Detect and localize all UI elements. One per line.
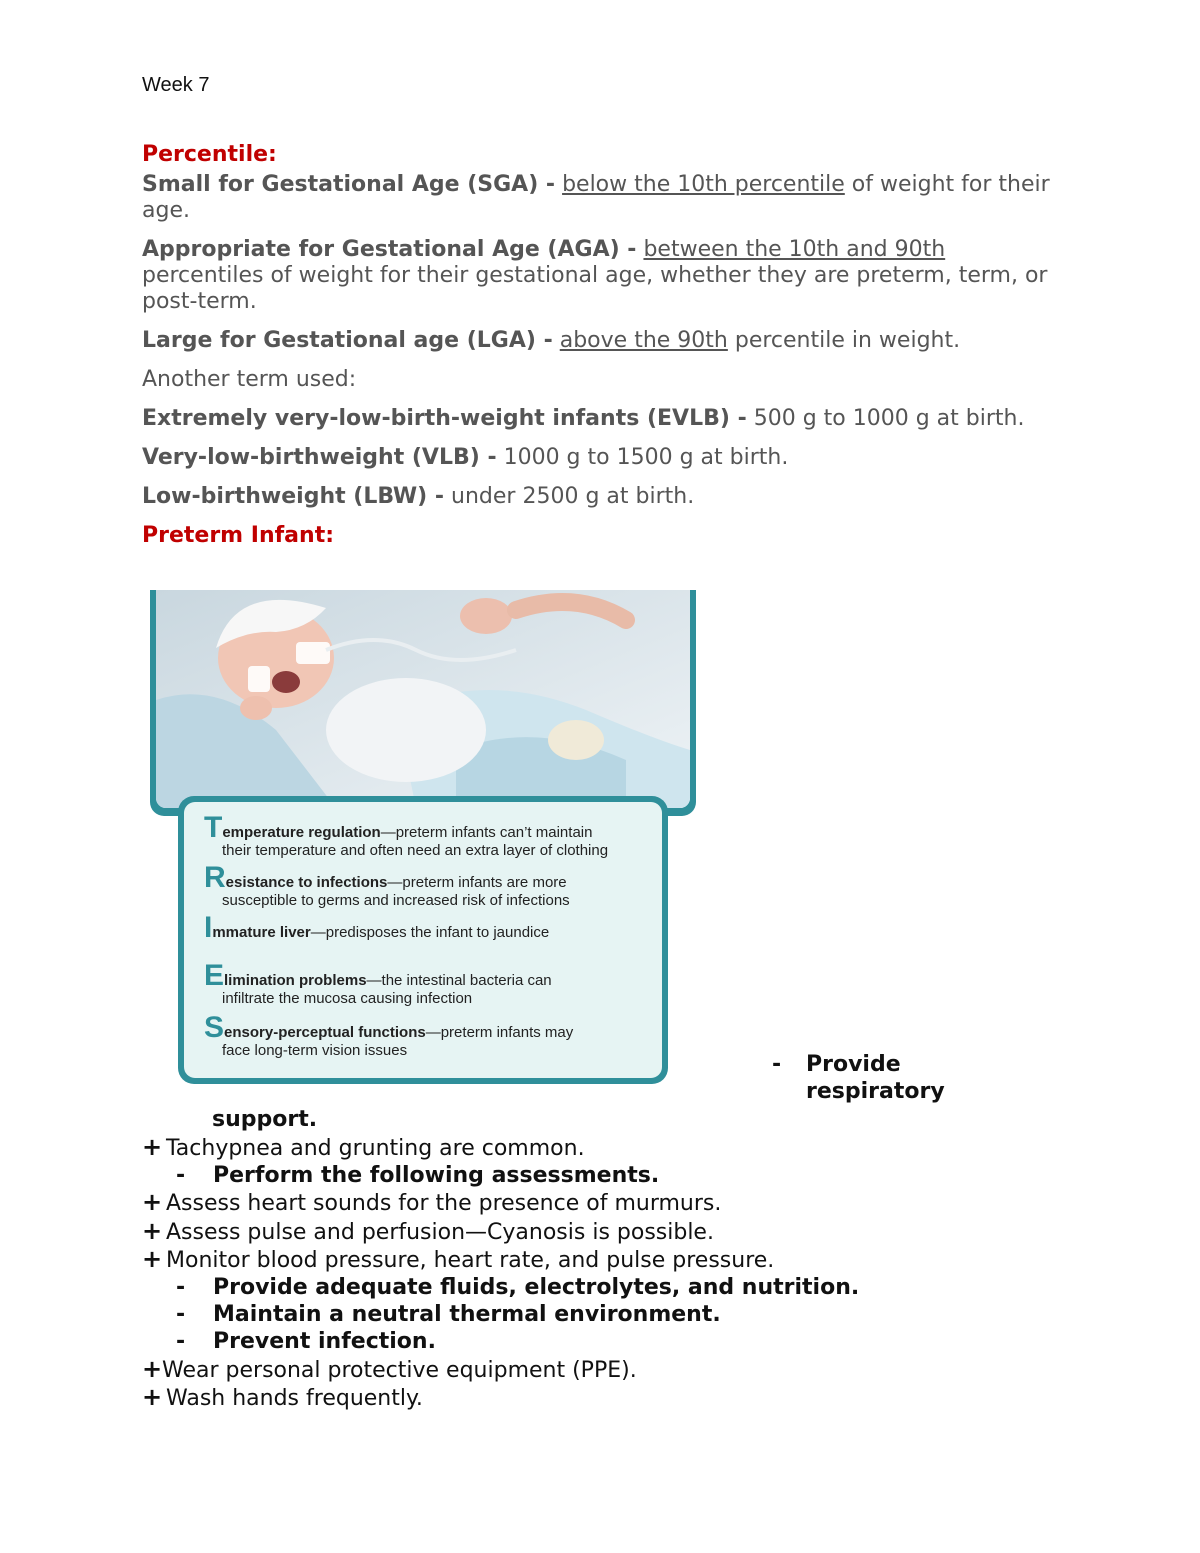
tries-line2: susceptible to germs and increased risk of infections	[222, 892, 570, 909]
dash-item	[142, 1162, 1042, 1189]
dash-marker: -	[176, 1302, 186, 1328]
lga-definition	[142, 328, 1062, 354]
plus-item-text: Wash hands frequently.	[166, 1385, 423, 1411]
plus-item-text: Tachypnea and grunting are common.	[166, 1136, 585, 1161]
plus-item-text: Assess heart sounds for the presence of murmurs.	[166, 1191, 722, 1217]
dash-marker: -	[176, 1163, 186, 1189]
tries-line2: infiltrate the mucosa causing infection	[222, 990, 473, 1007]
tries-letter: S	[204, 1011, 225, 1044]
dash-item-text: Maintain a neutral thermal environment.	[213, 1302, 721, 1328]
aga-term: Appropriate for Gestational Age (AGA) -	[142, 237, 637, 262]
lbw-rest: under 2500 g at birth.	[451, 484, 695, 509]
tries-item-liver	[204, 911, 550, 944]
aga-definition	[142, 237, 1062, 315]
tries-key: mmature liver	[212, 924, 311, 941]
plus-item	[142, 1356, 1042, 1384]
dash-item	[142, 1328, 1042, 1355]
plus-marker: +	[142, 1382, 163, 1411]
dash-item-text: Provide adequate fluids, electrolytes, and nutrition.	[213, 1275, 860, 1301]
dash-marker: -	[176, 1329, 186, 1355]
tries-rest: —preterm infants may	[425, 1024, 574, 1041]
another-term: Another term used:	[142, 367, 357, 392]
plus-item	[142, 1384, 1042, 1412]
tries-key: ensory-perceptual functions	[224, 1024, 426, 1041]
tries-figure	[150, 590, 696, 1086]
page-header: Week 7	[142, 74, 210, 96]
dash-marker: -	[772, 1052, 782, 1077]
sga-definition	[142, 172, 1062, 224]
evlb-term: Extremely very-low-birth-weight infants (EVLB) -	[142, 406, 747, 431]
vlb-term: Very-low-birthweight (VLB) -	[142, 445, 497, 470]
dash-marker: -	[176, 1275, 186, 1301]
respiratory-line3: support.	[212, 1107, 318, 1132]
tries-rest: —predisposes the infant to jaundice	[310, 924, 550, 941]
plus-marker: +	[142, 1244, 163, 1273]
lbw-definition	[142, 484, 1062, 510]
aga-underline: between the 10th and 90th	[643, 237, 946, 262]
tries-letter: I	[204, 911, 213, 944]
tries-key: esistance to infections	[225, 874, 388, 891]
respiratory-item	[772, 1051, 1002, 1105]
lbw-term: Low-birthweight (LBW) -	[142, 484, 445, 509]
tries-item-elimination	[204, 959, 552, 1007]
infant-illustration	[156, 590, 690, 808]
care-actions-list	[142, 1134, 1042, 1412]
respiratory-line2: respiratory	[806, 1079, 945, 1104]
lga-underline: above the 90th	[559, 328, 728, 353]
plus-marker: +	[142, 1216, 163, 1245]
plus-marker: +	[142, 1188, 163, 1217]
dash-item	[142, 1301, 1042, 1328]
respiratory-line1: Provide	[806, 1052, 901, 1077]
tries-rest: —preterm infants are more	[387, 874, 567, 891]
plus-item-text: Wear personal protective equipment (PPE).	[162, 1357, 637, 1383]
evlb-rest: 500 g to 1000 g at birth.	[753, 406, 1025, 431]
percentile-section	[142, 142, 1062, 553]
tries-key: emperature regulation	[222, 824, 381, 841]
evlb-definition	[142, 406, 1062, 432]
plus-item	[142, 1218, 1042, 1246]
tries-item-resistance	[204, 861, 570, 909]
vlb-definition	[142, 445, 1062, 471]
vlb-rest: 1000 g to 1500 g at birth.	[503, 445, 789, 470]
sga-term: Small for Gestational Age (SGA) -	[142, 172, 556, 197]
sga-rest: of weight for their age.	[142, 172, 1050, 223]
dash-item-text: Prevent infection.	[213, 1329, 436, 1355]
dash-item	[142, 1274, 1042, 1301]
tries-letter: T	[204, 811, 223, 844]
plus-item-text: Assess pulse and perfusion—Cyanosis is possible.	[166, 1219, 714, 1245]
lga-term: Large for Gestational age (LGA) -	[142, 328, 553, 353]
tries-letter: R	[204, 861, 226, 894]
preterm-heading: Preterm Infant:	[142, 523, 335, 548]
tries-rest: —preterm infants can’t maintain	[380, 824, 593, 841]
plus-item	[142, 1189, 1042, 1217]
sga-underline: below the 10th percentile	[562, 172, 845, 197]
lga-rest: percentile in weight.	[734, 328, 961, 353]
plus-item-text: Monitor blood pressure, heart rate, and pulse pressure.	[166, 1247, 775, 1273]
plus-marker: +	[142, 1354, 163, 1383]
plus-item	[142, 1246, 1042, 1274]
tries-item-temperature	[204, 811, 609, 859]
tries-item-sensory	[204, 1011, 574, 1059]
tries-line2: their temperature and often need an extra layer of clothing	[222, 842, 609, 859]
tries-rest: —the intestinal bacteria can	[366, 972, 552, 989]
tries-card-inner	[184, 802, 662, 1078]
plus-item	[142, 1134, 1042, 1162]
percentile-heading: Percentile:	[142, 142, 277, 167]
preterm-infant-photo-frame	[150, 590, 696, 816]
tries-card	[178, 796, 668, 1084]
plus-marker: +	[142, 1133, 163, 1161]
aga-rest: percentiles of weight for their gestational age, whether they are preterm, term, or post-term.	[142, 263, 1048, 314]
dash-item-text: Perform the following assessments.	[213, 1163, 660, 1189]
preterm-infant-photo	[156, 590, 690, 808]
tries-line2: face long-term vision issues	[222, 1042, 408, 1059]
tries-key: limination problems	[224, 972, 367, 989]
tries-letter: E	[204, 959, 225, 992]
